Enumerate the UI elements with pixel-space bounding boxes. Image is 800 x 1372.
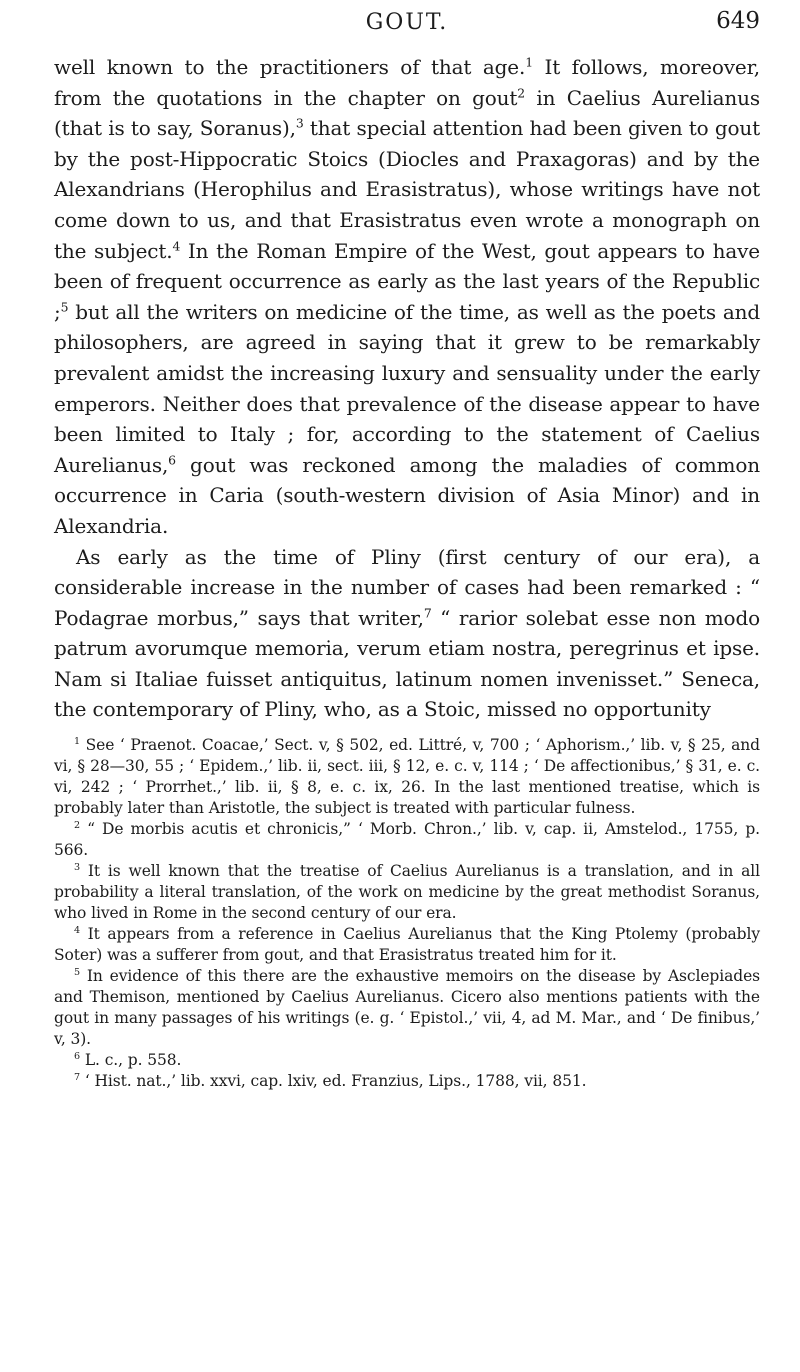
text-run: but all the writers on medicine of the time, as well as the poets and philosophers, are agreed in saying that it grew to be remarkably prevalent amidst the increasing luxury and sensuality under the early emperors. Neither does that prevalence of the disease appear to have been limited to Italy ; for, according to the statement of Caelius Aurelianus,	[54, 299, 760, 477]
footnote-text: It is well known that the treatise of Caelius Aurelianus is a translation, and in all probability a literal translation, of the work on medicine by the great methodist Soranus, who lived in Rome in the second century of our era.	[54, 862, 760, 923]
paragraph-1	[54, 52, 760, 542]
footnote-mark: 4	[74, 924, 81, 936]
footnote-text: In evidence of this there are the exhaustive memoirs on the disease by Asclepiades and Themison, mentioned by Caelius Aurelianus. Cicero also mentions patients with the gout in many passages of his writings (e. g. ‘ Epistol.,’ vii, 4, ad M. Mar., and ‘ De finibus,’ v, 3).	[54, 967, 760, 1049]
footnote-mark: 6	[74, 1050, 81, 1062]
footnote-text: “ De morbis acutis et chronicis,” ‘ Morb. Chron.,’ lib. v, cap. ii, Amstelod., 1755, p. 566.	[54, 820, 760, 860]
text-run: that special attention had been given to gout by the post-Hippocratic Stoics (Diocles and Praxagoras) and by the Alexandrians (Herophilus and Erasistratus), whose writings have not come down to us, and that Erasistratus even wrote a monograph on the subject.	[54, 116, 760, 263]
footnote	[54, 966, 760, 1050]
footnote-ref: 5	[60, 299, 69, 315]
text-run: well known to the practitioners of that age.	[54, 55, 526, 79]
text-run: In the Roman Empire of the West, gout appears to have been of frequent occurrence as early as the last years of the Republic ;	[54, 238, 760, 324]
footnote	[54, 861, 760, 924]
footnote-text: ‘ Hist. nat.,’ lib. xxvi, cap. lxiv, ed. Franzius, Lips., 1788, vii, 851.	[80, 1072, 587, 1091]
text-run: It follows, moreover, from the quotations in the chapter on gout	[54, 55, 761, 110]
footnote-text: It appears from a reference in Caelius Aurelianus that the King Ptolemy (probably Soter) was a sufferer from gout, and that Erasistratus treated him for it.	[54, 925, 760, 965]
text-run: gout was reckoned among the maladies of common occurrence in Caria (south-western division of Asia Minor) and in Alexandria.	[54, 452, 760, 538]
book-page	[54, 0, 760, 1092]
footnote-ref: 4	[172, 237, 181, 253]
footnotes	[54, 735, 760, 1092]
footnote-mark: 7	[74, 1071, 81, 1083]
footnote	[54, 1071, 760, 1092]
footnote	[54, 819, 760, 861]
paragraph-2	[54, 542, 760, 726]
page-number: 649	[716, 8, 760, 34]
footnote-mark: 2	[74, 819, 81, 831]
text-run: “ rarior solebat esse non modo patrum avorumque memoria, verum etiam nostra, peregrinus et ipse. Nam si Italiae fuisset antiquitus, latinum nomen invenisset.” Seneca, the contemporary of Pliny, who, as a Stoic, missed no opportunity	[54, 605, 760, 722]
body-text	[54, 52, 760, 725]
footnote	[54, 1050, 760, 1071]
footnote-mark: 5	[74, 966, 81, 978]
footnote-ref: 6	[168, 452, 176, 468]
footnote-ref: 2	[517, 84, 526, 100]
footnote	[54, 924, 760, 966]
footnote	[54, 735, 760, 819]
footnote-ref: 1	[525, 54, 533, 70]
footnote-text: L. c., p. 558.	[80, 1051, 182, 1070]
footnote-text: See ‘ Praenot. Coacae,’ Sect. v, § 502, ed. Littré, v, 700 ; ‘ Aphorism.,’ lib. v, § 25, and vi, § 28—30, 55 ; ‘ Epidem.,’ lib. ii, sect. iii, § 12, e. c. v, 114 ; ‘ De affectionibus,’ § 31, e. c. vi, 242 ; ‘ Prorrhet.,’ lib. ii, § 8, e. c. ix, 26. In the last mentioned treatise, which is probably later than Aristotle, the subject is treated with particular fulness.	[54, 736, 760, 818]
footnote-ref: 3	[295, 115, 304, 131]
text-run: in Caelius Aurelianus (that is to say, Soranus),	[54, 85, 760, 141]
running-head	[54, 0, 760, 52]
footnote-mark: 1	[74, 735, 81, 747]
text-run: As early as the time of Pliny (first century of our era), a considerable increase in the number of cases had been remarked : “ Podagrae morbus,” says that writer,	[54, 544, 760, 630]
running-title: GOUT.	[365, 10, 449, 35]
footnote-ref: 7	[423, 605, 432, 621]
footnote-mark: 3	[74, 861, 81, 873]
